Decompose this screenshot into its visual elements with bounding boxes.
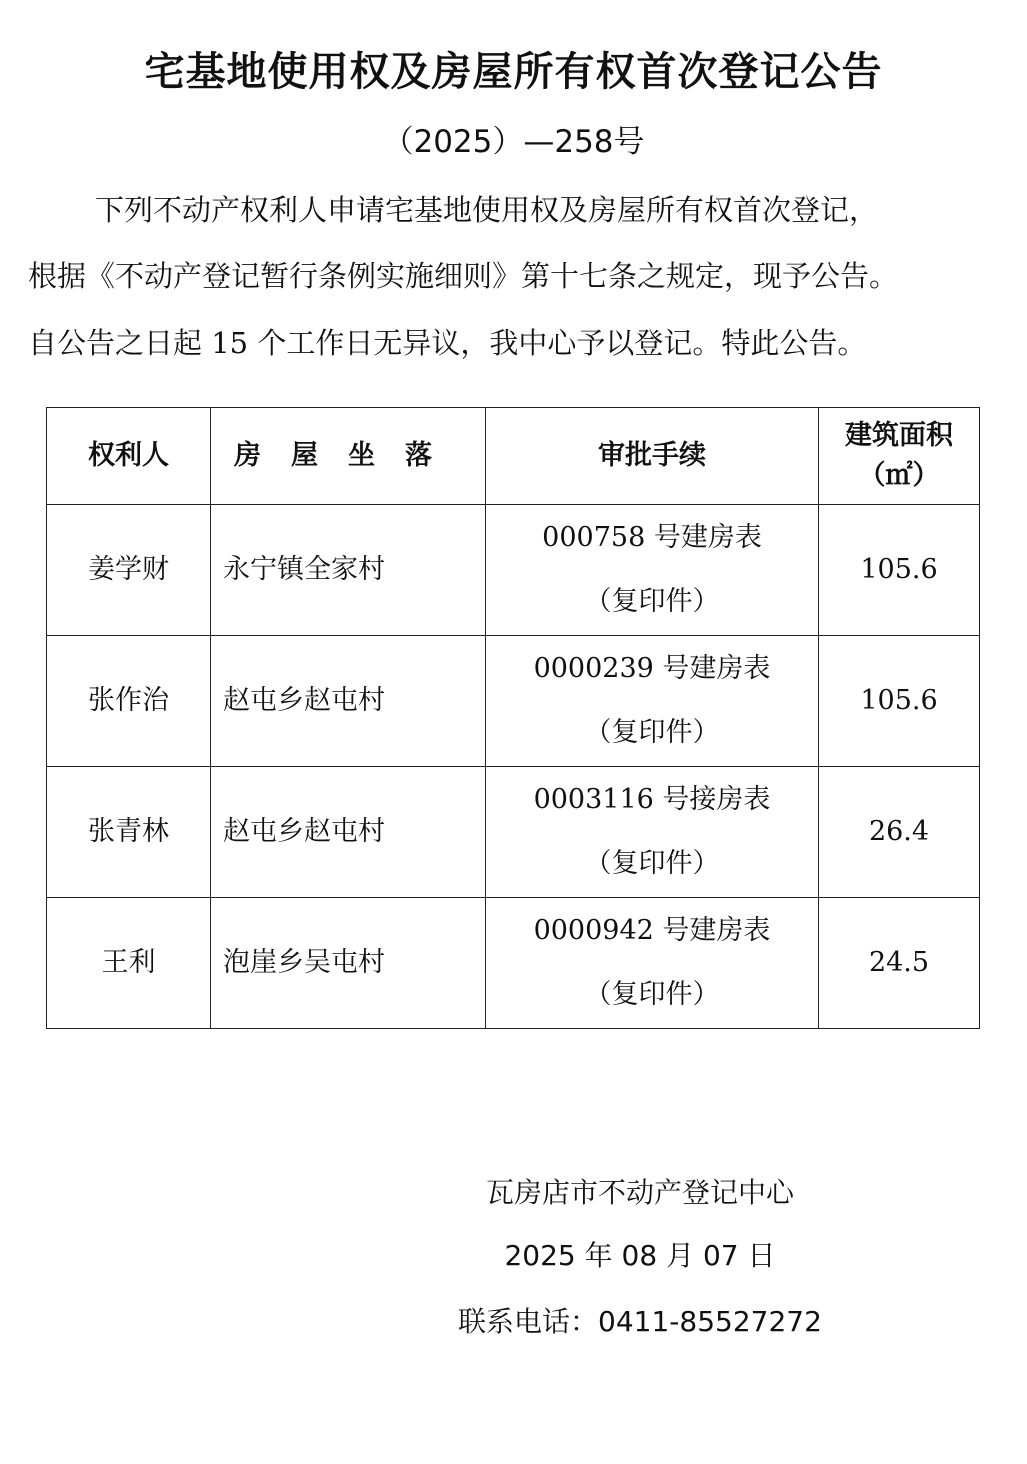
- table-row: [47, 505, 980, 636]
- cell-area: 105.6: [819, 636, 980, 767]
- table-row: [47, 767, 980, 898]
- intro-line-1: 下列不动产权利人申请宅基地使用权及房屋所有权首次登记，: [95, 193, 879, 227]
- header-area: [819, 408, 980, 505]
- issue-date: 2025 年 08 月 07 日: [504, 1239, 776, 1272]
- cell-owner: 姜学财: [47, 505, 211, 636]
- cell-location: 赵屯乡赵屯村: [211, 636, 486, 767]
- cell-approval: [486, 898, 819, 1029]
- approval-note: （复印件）: [584, 586, 720, 617]
- table-row: [47, 636, 980, 767]
- header-area-unit: （㎡）: [858, 460, 940, 491]
- cell-location: 永宁镇全家村: [211, 505, 486, 636]
- intro-line-3: 自公告之日起 15 个工作日无异议，我中心予以登记。特此公告。: [28, 326, 867, 360]
- cell-approval: [486, 505, 819, 636]
- contact-phone: 联系电话：0411-85527272: [458, 1305, 822, 1338]
- notice-number: （2025）—258号: [382, 124, 645, 160]
- header-location: [211, 408, 486, 505]
- cell-area: 105.6: [819, 505, 980, 636]
- notice-title: 宅基地使用权及房屋所有权首次登记公告: [144, 49, 883, 95]
- approval-note: （复印件）: [584, 717, 720, 748]
- cell-area: 26.4: [819, 767, 980, 898]
- approval-number: 0000942 号建房表: [533, 915, 771, 946]
- approval-note: （复印件）: [584, 848, 720, 879]
- table-header-row: [47, 408, 980, 505]
- cell-approval: [486, 767, 819, 898]
- cell-owner: 张作治: [47, 636, 211, 767]
- cell-location: 泡崖乡吴屯村: [211, 898, 486, 1029]
- issuing-organization: 瓦房店市不动产登记中心: [485, 1176, 794, 1209]
- cell-location: 赵屯乡赵屯村: [211, 767, 486, 898]
- header-approval: 审批手续: [486, 408, 819, 505]
- approval-note: （复印件）: [584, 979, 720, 1010]
- cell-owner: 张青林: [47, 767, 211, 898]
- table-row: [47, 898, 980, 1029]
- cell-owner: 王利: [47, 898, 211, 1029]
- approval-number: 0000239 号建房表: [533, 653, 771, 684]
- approval-number: 0003116 号接房表: [533, 784, 771, 815]
- header-area-label: 建筑面积: [845, 420, 953, 451]
- registration-table: [46, 407, 980, 1029]
- header-owner: 权利人: [47, 408, 211, 505]
- intro-line-2: 根据《不动产登记暂行条例实施细则》第十七条之规定，现予公告。: [28, 259, 899, 293]
- cell-area: 24.5: [819, 898, 980, 1029]
- header-location-label: 房屋坐落: [234, 440, 462, 471]
- cell-approval: [486, 636, 819, 767]
- approval-number: 000758 号建房表: [542, 522, 762, 553]
